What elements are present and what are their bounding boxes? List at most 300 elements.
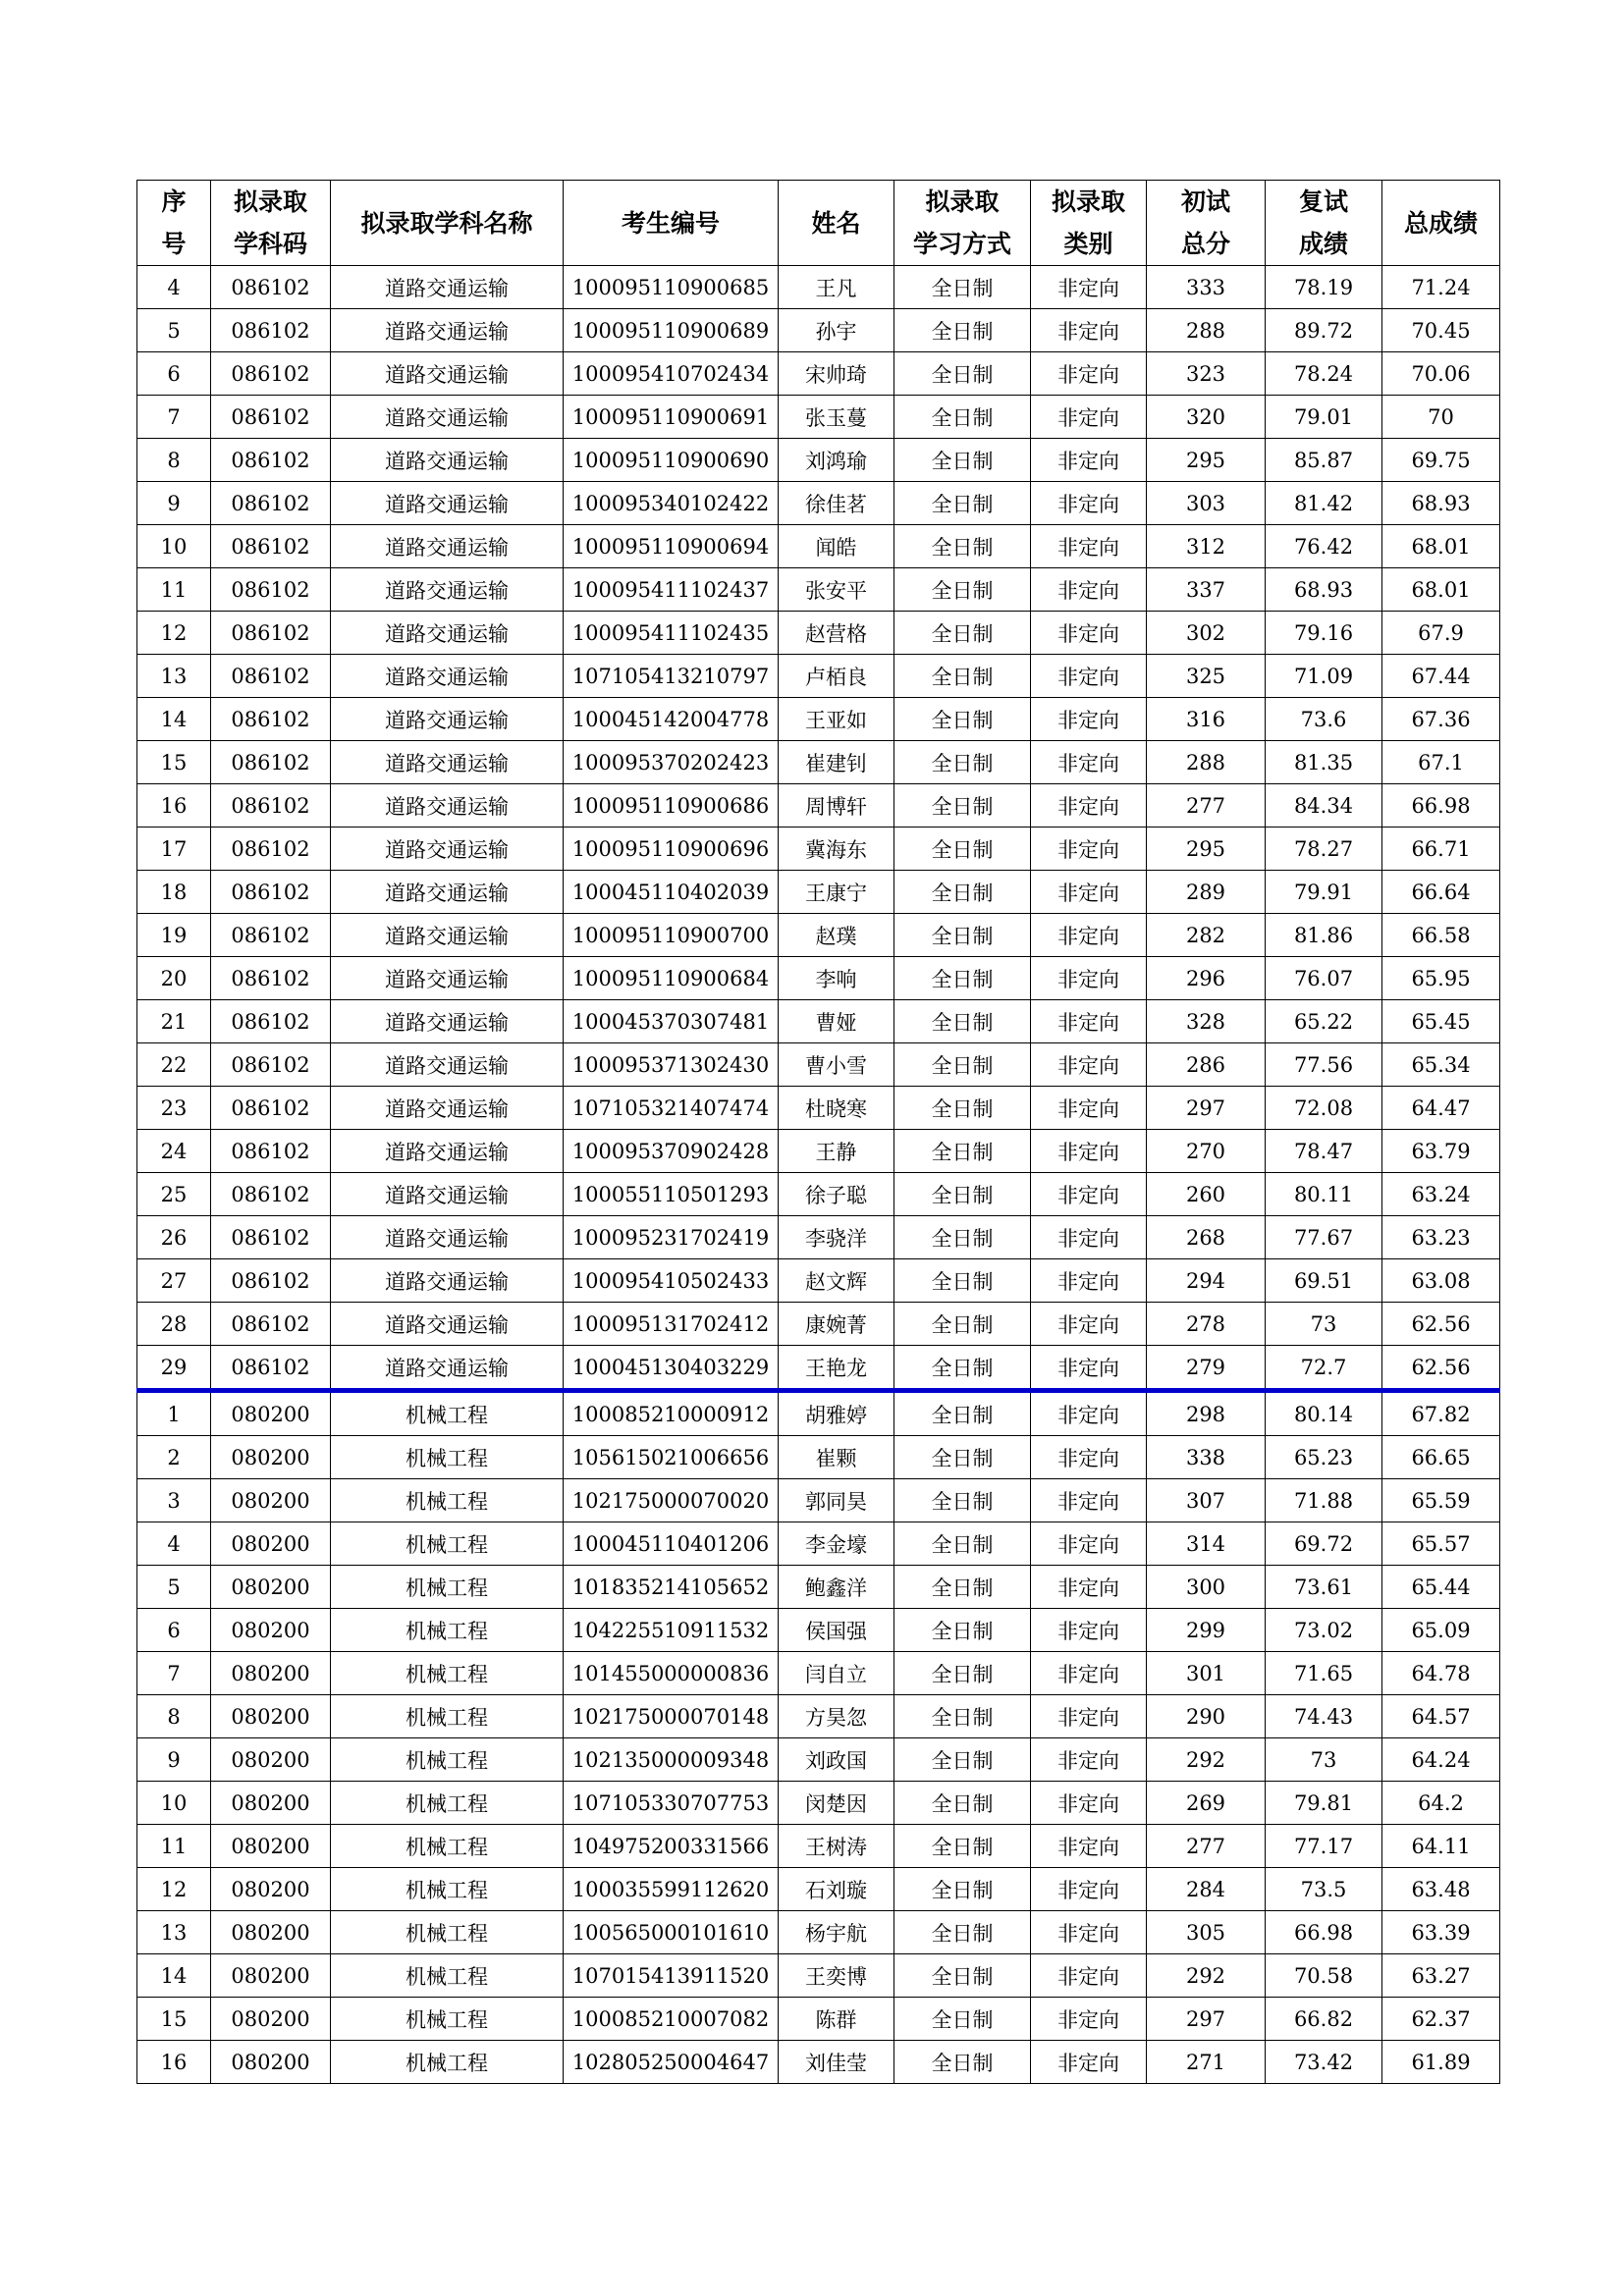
cell-subject-code: 086102 [211, 1346, 331, 1391]
cell-subject-name: 道路交通运输 [331, 266, 564, 309]
cell-name: 石刘璇 [779, 1868, 894, 1911]
cell-candidate-id: 100045130403229 [564, 1346, 779, 1391]
cell-subject-name: 道路交通运输 [331, 396, 564, 439]
table-header [137, 181, 1500, 266]
table-body [137, 266, 1500, 2084]
cell-prelim-score: 325 [1147, 655, 1266, 698]
cell-prelim-score: 295 [1147, 439, 1266, 482]
cell-candidate-id: 100095110900685 [564, 266, 779, 309]
cell-study-mode: 全日制 [894, 1738, 1031, 1782]
cell-category: 非定向 [1031, 1609, 1147, 1652]
cell-study-mode: 全日制 [894, 871, 1031, 914]
cell-prelim-score: 270 [1147, 1130, 1266, 1173]
cell-subject-code: 080200 [211, 1652, 331, 1695]
cell-total-score: 67.1 [1382, 741, 1500, 784]
cell-total-score: 65.09 [1382, 1609, 1500, 1652]
cell-name: 王艳龙 [779, 1346, 894, 1391]
cell-prelim-score: 338 [1147, 1436, 1266, 1479]
cell-category: 非定向 [1031, 1479, 1147, 1522]
cell-subject-code: 086102 [211, 1303, 331, 1346]
cell-total-score: 64.24 [1382, 1738, 1500, 1782]
cell-index: 13 [137, 655, 211, 698]
cell-index: 22 [137, 1043, 211, 1087]
cell-total-score: 66.98 [1382, 784, 1500, 828]
cell-index: 5 [137, 1566, 211, 1609]
cell-name: 周博轩 [779, 784, 894, 828]
table-row [137, 1825, 1500, 1868]
cell-index: 5 [137, 309, 211, 352]
cell-subject-name: 机械工程 [331, 1609, 564, 1652]
cell-category: 非定向 [1031, 1087, 1147, 1130]
cell-subject-name: 道路交通运输 [331, 1346, 564, 1391]
cell-retest-score: 74.43 [1266, 1695, 1382, 1738]
cell-prelim-score: 286 [1147, 1043, 1266, 1087]
cell-prelim-score: 278 [1147, 1303, 1266, 1346]
cell-study-mode: 全日制 [894, 698, 1031, 741]
cell-name: 陈群 [779, 1998, 894, 2041]
cell-study-mode: 全日制 [894, 1954, 1031, 1998]
cell-subject-name: 机械工程 [331, 1566, 564, 1609]
cell-name: 侯国强 [779, 1609, 894, 1652]
cell-retest-score: 65.22 [1266, 1000, 1382, 1043]
cell-retest-score: 73.42 [1266, 2041, 1382, 2084]
cell-total-score: 61.89 [1382, 2041, 1500, 2084]
cell-total-score: 70.06 [1382, 352, 1500, 396]
cell-index: 7 [137, 396, 211, 439]
cell-index: 6 [137, 1609, 211, 1652]
cell-total-score: 65.44 [1382, 1566, 1500, 1609]
table-row [137, 309, 1500, 352]
cell-prelim-score: 299 [1147, 1609, 1266, 1652]
cell-total-score: 64.78 [1382, 1652, 1500, 1695]
cell-total-score: 65.45 [1382, 1000, 1500, 1043]
cell-name: 闫自立 [779, 1652, 894, 1695]
cell-total-score: 66.65 [1382, 1436, 1500, 1479]
cell-name: 赵文辉 [779, 1259, 894, 1303]
cell-prelim-score: 303 [1147, 482, 1266, 525]
col-header-study-mode: 拟录取 学习方式 [894, 181, 1031, 266]
cell-name: 刘佳莹 [779, 2041, 894, 2084]
cell-category: 非定向 [1031, 871, 1147, 914]
cell-retest-score: 66.82 [1266, 1998, 1382, 2041]
cell-study-mode: 全日制 [894, 1868, 1031, 1911]
cell-total-score: 64.11 [1382, 1825, 1500, 1868]
cell-prelim-score: 282 [1147, 914, 1266, 957]
cell-prelim-score: 289 [1147, 871, 1266, 914]
cell-name: 李金壕 [779, 1522, 894, 1566]
col-header-category: 拟录取 类别 [1031, 181, 1147, 266]
table-row [137, 914, 1500, 957]
col-header-retest-score: 复试 成绩 [1266, 181, 1382, 266]
cell-candidate-id: 105615021006656 [564, 1436, 779, 1479]
cell-total-score: 71.24 [1382, 266, 1500, 309]
cell-subject-code: 086102 [211, 309, 331, 352]
cell-subject-code: 086102 [211, 784, 331, 828]
cell-study-mode: 全日制 [894, 1695, 1031, 1738]
cell-subject-name: 机械工程 [331, 1868, 564, 1911]
cell-subject-code: 080200 [211, 1609, 331, 1652]
cell-subject-name: 道路交通运输 [331, 698, 564, 741]
cell-subject-name: 道路交通运输 [331, 1130, 564, 1173]
cell-category: 非定向 [1031, 1522, 1147, 1566]
cell-prelim-score: 296 [1147, 957, 1266, 1000]
table-row [137, 396, 1500, 439]
cell-prelim-score: 284 [1147, 1868, 1266, 1911]
cell-subject-code: 080200 [211, 1566, 331, 1609]
cell-name: 王凡 [779, 266, 894, 309]
cell-name: 崔建钊 [779, 741, 894, 784]
cell-candidate-id: 100085210007082 [564, 1998, 779, 2041]
cell-study-mode: 全日制 [894, 914, 1031, 957]
cell-retest-score: 71.65 [1266, 1652, 1382, 1695]
cell-name: 冀海东 [779, 828, 894, 871]
cell-candidate-id: 102175000070020 [564, 1479, 779, 1522]
cell-candidate-id: 100055110501293 [564, 1173, 779, 1216]
cell-candidate-id: 104975200331566 [564, 1825, 779, 1868]
cell-category: 非定向 [1031, 1346, 1147, 1391]
cell-candidate-id: 102175000070148 [564, 1695, 779, 1738]
table-row [137, 1566, 1500, 1609]
cell-total-score: 69.75 [1382, 439, 1500, 482]
cell-index: 7 [137, 1652, 211, 1695]
cell-candidate-id: 100095110900690 [564, 439, 779, 482]
cell-index: 25 [137, 1173, 211, 1216]
cell-subject-code: 086102 [211, 266, 331, 309]
cell-study-mode: 全日制 [894, 828, 1031, 871]
cell-candidate-id: 100095131702412 [564, 1303, 779, 1346]
cell-name: 王亚如 [779, 698, 894, 741]
table-row [137, 1043, 1500, 1087]
cell-candidate-id: 100045370307481 [564, 1000, 779, 1043]
cell-study-mode: 全日制 [894, 655, 1031, 698]
cell-subject-name: 道路交通运输 [331, 741, 564, 784]
cell-index: 29 [137, 1346, 211, 1391]
table-row [137, 1259, 1500, 1303]
cell-name: 杨宇航 [779, 1911, 894, 1954]
cell-subject-code: 086102 [211, 871, 331, 914]
cell-index: 10 [137, 525, 211, 568]
cell-study-mode: 全日制 [894, 482, 1031, 525]
cell-category: 非定向 [1031, 1130, 1147, 1173]
cell-total-score: 70 [1382, 396, 1500, 439]
cell-name: 宋帅琦 [779, 352, 894, 396]
cell-category: 非定向 [1031, 1695, 1147, 1738]
cell-subject-name: 道路交通运输 [331, 914, 564, 957]
cell-subject-code: 080200 [211, 1738, 331, 1782]
cell-study-mode: 全日制 [894, 1000, 1031, 1043]
cell-study-mode: 全日制 [894, 957, 1031, 1000]
cell-index: 10 [137, 1782, 211, 1825]
cell-index: 19 [137, 914, 211, 957]
cell-subject-code: 080200 [211, 1391, 331, 1436]
table-row [137, 1087, 1500, 1130]
table-row [137, 1000, 1500, 1043]
cell-candidate-id: 107015413911520 [564, 1954, 779, 1998]
cell-retest-score: 78.19 [1266, 266, 1382, 309]
cell-name: 鲍鑫洋 [779, 1566, 894, 1609]
cell-study-mode: 全日制 [894, 1087, 1031, 1130]
cell-candidate-id: 102805250004647 [564, 2041, 779, 2084]
cell-index: 8 [137, 439, 211, 482]
cell-retest-score: 73 [1266, 1303, 1382, 1346]
cell-index: 2 [137, 1436, 211, 1479]
table-row [137, 1868, 1500, 1911]
cell-candidate-id: 100095371302430 [564, 1043, 779, 1087]
cell-category: 非定向 [1031, 1259, 1147, 1303]
table-row [137, 1391, 1500, 1436]
cell-study-mode: 全日制 [894, 1825, 1031, 1868]
cell-total-score: 63.23 [1382, 1216, 1500, 1259]
cell-index: 14 [137, 698, 211, 741]
cell-prelim-score: 337 [1147, 568, 1266, 612]
cell-candidate-id: 100095110900684 [564, 957, 779, 1000]
cell-subject-code: 086102 [211, 1216, 331, 1259]
cell-category: 非定向 [1031, 1216, 1147, 1259]
cell-subject-name: 道路交通运输 [331, 439, 564, 482]
cell-index: 14 [137, 1954, 211, 1998]
cell-subject-code: 080200 [211, 1998, 331, 2041]
cell-subject-name: 机械工程 [331, 1911, 564, 1954]
cell-prelim-score: 290 [1147, 1695, 1266, 1738]
cell-retest-score: 79.01 [1266, 396, 1382, 439]
cell-prelim-score: 288 [1147, 741, 1266, 784]
cell-candidate-id: 100095340102422 [564, 482, 779, 525]
cell-name: 闵楚因 [779, 1782, 894, 1825]
cell-candidate-id: 100045110401206 [564, 1522, 779, 1566]
cell-study-mode: 全日制 [894, 1173, 1031, 1216]
table-row [137, 352, 1500, 396]
cell-subject-name: 机械工程 [331, 1695, 564, 1738]
cell-category: 非定向 [1031, 1173, 1147, 1216]
cell-index: 28 [137, 1303, 211, 1346]
cell-total-score: 64.47 [1382, 1087, 1500, 1130]
table-row [137, 525, 1500, 568]
cell-retest-score: 77.17 [1266, 1825, 1382, 1868]
cell-retest-score: 73 [1266, 1738, 1382, 1782]
cell-retest-score: 72.7 [1266, 1346, 1382, 1391]
cell-total-score: 63.24 [1382, 1173, 1500, 1216]
cell-study-mode: 全日制 [894, 1782, 1031, 1825]
cell-prelim-score: 279 [1147, 1346, 1266, 1391]
cell-study-mode: 全日制 [894, 266, 1031, 309]
cell-index: 21 [137, 1000, 211, 1043]
cell-category: 非定向 [1031, 1954, 1147, 1998]
cell-subject-name: 机械工程 [331, 1391, 564, 1436]
cell-retest-score: 78.24 [1266, 352, 1382, 396]
table-row [137, 741, 1500, 784]
cell-prelim-score: 297 [1147, 1087, 1266, 1130]
cell-subject-name: 机械工程 [331, 1522, 564, 1566]
cell-index: 23 [137, 1087, 211, 1130]
cell-candidate-id: 100565000101610 [564, 1911, 779, 1954]
cell-retest-score: 73.61 [1266, 1566, 1382, 1609]
cell-total-score: 65.59 [1382, 1479, 1500, 1522]
cell-prelim-score: 277 [1147, 784, 1266, 828]
cell-study-mode: 全日制 [894, 1998, 1031, 2041]
cell-total-score: 65.95 [1382, 957, 1500, 1000]
cell-subject-code: 086102 [211, 568, 331, 612]
cell-prelim-score: 269 [1147, 1782, 1266, 1825]
cell-category: 非定向 [1031, 741, 1147, 784]
cell-name: 曹小雪 [779, 1043, 894, 1087]
cell-study-mode: 全日制 [894, 1479, 1031, 1522]
cell-study-mode: 全日制 [894, 1436, 1031, 1479]
cell-category: 非定向 [1031, 828, 1147, 871]
cell-total-score: 65.34 [1382, 1043, 1500, 1087]
table-row [137, 1130, 1500, 1173]
cell-subject-code: 086102 [211, 1087, 331, 1130]
cell-category: 非定向 [1031, 1436, 1147, 1479]
cell-subject-code: 080200 [211, 1868, 331, 1911]
cell-retest-score: 81.35 [1266, 741, 1382, 784]
cell-prelim-score: 301 [1147, 1652, 1266, 1695]
table-row [137, 1954, 1500, 1998]
cell-retest-score: 69.72 [1266, 1522, 1382, 1566]
cell-study-mode: 全日制 [894, 1391, 1031, 1436]
cell-total-score: 62.56 [1382, 1346, 1500, 1391]
cell-study-mode: 全日制 [894, 2041, 1031, 2084]
cell-prelim-score: 323 [1147, 352, 1266, 396]
table-row [137, 2041, 1500, 2084]
cell-category: 非定向 [1031, 1825, 1147, 1868]
cell-candidate-id: 100095110900694 [564, 525, 779, 568]
cell-prelim-score: 288 [1147, 309, 1266, 352]
cell-index: 27 [137, 1259, 211, 1303]
cell-total-score: 67.44 [1382, 655, 1500, 698]
cell-subject-code: 086102 [211, 612, 331, 655]
cell-subject-code: 086102 [211, 914, 331, 957]
cell-prelim-score: 328 [1147, 1000, 1266, 1043]
cell-subject-code: 086102 [211, 352, 331, 396]
cell-prelim-score: 295 [1147, 828, 1266, 871]
cell-study-mode: 全日制 [894, 741, 1031, 784]
cell-subject-name: 道路交通运输 [331, 957, 564, 1000]
cell-subject-name: 道路交通运输 [331, 482, 564, 525]
cell-prelim-score: 294 [1147, 1259, 1266, 1303]
cell-study-mode: 全日制 [894, 309, 1031, 352]
cell-retest-score: 81.42 [1266, 482, 1382, 525]
cell-subject-code: 086102 [211, 957, 331, 1000]
cell-category: 非定向 [1031, 1000, 1147, 1043]
cell-retest-score: 77.67 [1266, 1216, 1382, 1259]
cell-name: 康婉菁 [779, 1303, 894, 1346]
cell-prelim-score: 307 [1147, 1479, 1266, 1522]
cell-total-score: 67.82 [1382, 1391, 1500, 1436]
table-row [137, 439, 1500, 482]
cell-subject-name: 机械工程 [331, 1436, 564, 1479]
table-row [137, 266, 1500, 309]
cell-total-score: 68.01 [1382, 525, 1500, 568]
cell-candidate-id: 100095110900689 [564, 309, 779, 352]
cell-retest-score: 71.09 [1266, 655, 1382, 698]
cell-retest-score: 78.47 [1266, 1130, 1382, 1173]
cell-index: 15 [137, 741, 211, 784]
cell-category: 非定向 [1031, 309, 1147, 352]
cell-category: 非定向 [1031, 352, 1147, 396]
cell-name: 李骁洋 [779, 1216, 894, 1259]
cell-subject-name: 道路交通运输 [331, 1259, 564, 1303]
cell-category: 非定向 [1031, 1303, 1147, 1346]
cell-candidate-id: 100095370202423 [564, 741, 779, 784]
cell-retest-score: 80.14 [1266, 1391, 1382, 1436]
cell-candidate-id: 100095410502433 [564, 1259, 779, 1303]
cell-total-score: 66.58 [1382, 914, 1500, 957]
cell-retest-score: 76.07 [1266, 957, 1382, 1000]
cell-candidate-id: 100045110402039 [564, 871, 779, 914]
cell-prelim-score: 316 [1147, 698, 1266, 741]
col-header-subject-code: 拟录取 学科码 [211, 181, 331, 266]
cell-name: 杜晓寒 [779, 1087, 894, 1130]
cell-category: 非定向 [1031, 957, 1147, 1000]
cell-subject-name: 机械工程 [331, 1954, 564, 1998]
cell-subject-name: 机械工程 [331, 1738, 564, 1782]
cell-index: 11 [137, 568, 211, 612]
cell-name: 孙宇 [779, 309, 894, 352]
cell-subject-name: 机械工程 [331, 1479, 564, 1522]
cell-category: 非定向 [1031, 784, 1147, 828]
table-row [137, 1522, 1500, 1566]
cell-category: 非定向 [1031, 1911, 1147, 1954]
cell-subject-name: 道路交通运输 [331, 568, 564, 612]
col-header-candidate-id: 考生编号 [564, 181, 779, 266]
cell-study-mode: 全日制 [894, 1346, 1031, 1391]
cell-category: 非定向 [1031, 2041, 1147, 2084]
cell-category: 非定向 [1031, 1043, 1147, 1087]
cell-candidate-id: 100095110900696 [564, 828, 779, 871]
cell-name: 刘鸿瑜 [779, 439, 894, 482]
cell-total-score: 64.57 [1382, 1695, 1500, 1738]
cell-subject-name: 机械工程 [331, 2041, 564, 2084]
cell-name: 赵营格 [779, 612, 894, 655]
col-header-total-score: 总成绩 [1382, 181, 1500, 266]
cell-total-score: 63.79 [1382, 1130, 1500, 1173]
cell-index: 26 [137, 1216, 211, 1259]
table-row [137, 612, 1500, 655]
cell-index: 18 [137, 871, 211, 914]
cell-category: 非定向 [1031, 914, 1147, 957]
table-row [137, 1911, 1500, 1954]
cell-subject-name: 道路交通运输 [331, 309, 564, 352]
table-row [137, 1346, 1500, 1391]
cell-category: 非定向 [1031, 1782, 1147, 1825]
cell-index: 8 [137, 1695, 211, 1738]
table-row [137, 1173, 1500, 1216]
cell-retest-score: 79.91 [1266, 871, 1382, 914]
cell-study-mode: 全日制 [894, 525, 1031, 568]
cell-retest-score: 81.86 [1266, 914, 1382, 957]
col-header-prelim-score: 初试 总分 [1147, 181, 1266, 266]
cell-index: 9 [137, 1738, 211, 1782]
cell-retest-score: 77.56 [1266, 1043, 1382, 1087]
cell-prelim-score: 314 [1147, 1522, 1266, 1566]
cell-category: 非定向 [1031, 1868, 1147, 1911]
cell-study-mode: 全日制 [894, 1652, 1031, 1695]
table-row [137, 1479, 1500, 1522]
cell-candidate-id: 100095411102435 [564, 612, 779, 655]
cell-study-mode: 全日制 [894, 396, 1031, 439]
cell-index: 3 [137, 1479, 211, 1522]
cell-subject-code: 086102 [211, 1173, 331, 1216]
table-row [137, 784, 1500, 828]
cell-prelim-score: 260 [1147, 1173, 1266, 1216]
cell-study-mode: 全日制 [894, 568, 1031, 612]
cell-study-mode: 全日制 [894, 612, 1031, 655]
cell-retest-score: 68.93 [1266, 568, 1382, 612]
table-row [137, 1998, 1500, 2041]
cell-prelim-score: 292 [1147, 1738, 1266, 1782]
cell-subject-name: 道路交通运输 [331, 1043, 564, 1087]
cell-prelim-score: 300 [1147, 1566, 1266, 1609]
